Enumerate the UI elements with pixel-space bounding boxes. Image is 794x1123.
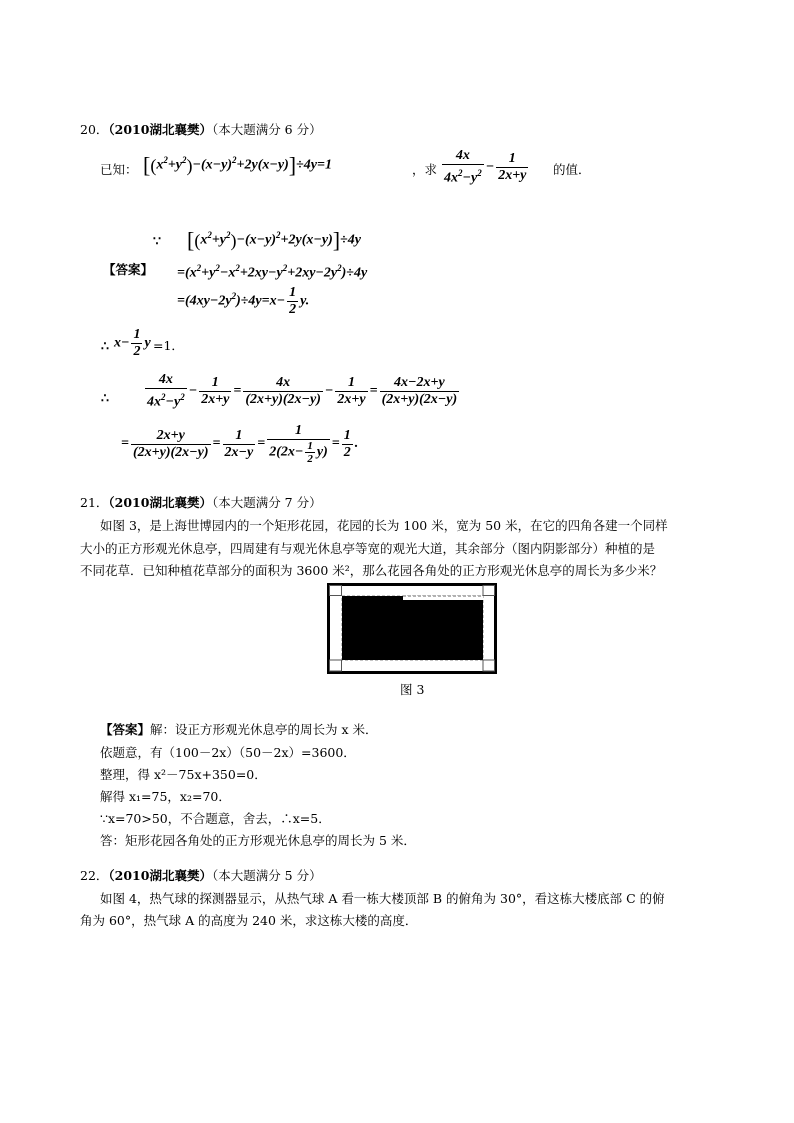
a21-line-5: ∵x=70>50，不合题意，舍去，∴x=5．	[100, 811, 331, 826]
q20-prefix: 已知：	[100, 162, 138, 177]
a21-line-4: 解得 x₁=75，x₂=70．	[100, 789, 231, 804]
q22-text-line-2: 角为 60°，热气球 A 的高度为 240 米，求这栋大楼的高度．	[80, 913, 418, 928]
a20-step2: $=(x^2+y^2-x^2+2xy-y^2+2xy-2y^2)\div 4y$	[177, 263, 368, 281]
a20-step5: = $\frac{2x+y}{(2x+y)(2x-y)}$ = $\frac{1}{2x-y}$ = 1 2(2x− $\frac{1}{2}$ y) = $\frac{1}{2}$ .	[121, 423, 359, 465]
a20-therefore1: ∴	[101, 338, 109, 353]
a21-line-3: 整理，得 x²－75x+350=0．	[100, 767, 267, 782]
a20-step1: $[(x^2+y^2)-(x-y)^2+2y(x-y)]\div 4y$	[187, 227, 361, 253]
q20-source: （2010湖北襄樊）	[108, 122, 212, 137]
q21-header	[80, 495, 322, 511]
q22-number: 22．	[80, 868, 109, 883]
a20-conclusion-rhs: =1．	[153, 338, 184, 353]
q20-header	[80, 122, 322, 138]
a20-therefore2: ∴	[101, 390, 109, 405]
q21-score: （本大题满分 7 分）	[211, 495, 322, 510]
a20-because: ∵	[153, 233, 161, 248]
q21-text-line-1: 如图 3，是上海世博园内的一个矩形花园，花园的长为 100 米，宽为 50 米，在它的四角各建一个同样	[100, 518, 668, 533]
figure-3-caption: 图 3	[400, 682, 425, 697]
q22-text-line-1: 如图 4，热气球的探测器显示，从热气球 A 看一栋大楼顶部 B 的俯角为 30°，看这栋大楼底部 C 的俯	[100, 891, 665, 906]
q20-tail: 的值．	[553, 162, 591, 177]
a20-answer-label: 【答案】	[103, 262, 154, 277]
q20-score: （本大题满分 6 分）	[211, 122, 322, 137]
a21-line-2: 依题意，有（100－2x）（50－2x）=3600．	[100, 745, 356, 760]
a21-line-6: 答：矩形花园各角处的正方形观光休息亭的周长为 5 米．	[100, 833, 416, 848]
q20-number: 20．	[80, 122, 109, 137]
garden-figure	[327, 583, 497, 674]
a21-solution-start: 解：设正方形观光休息亭的周长为 x 米．	[150, 722, 378, 737]
q21-source: （2010湖北襄樊）	[108, 495, 212, 510]
a21-answer-label: 【答案】	[100, 722, 151, 737]
q22-source: （2010湖北襄樊）	[108, 868, 212, 883]
garden-notch	[403, 596, 483, 600]
q20-ask: ，求	[412, 162, 438, 177]
a20-step3: $=(4xy-2y^2)\div 4y=x-$ $\frac{1}{2}$ y.	[177, 285, 310, 317]
a20-step4: $\frac{4x}{4x^2-y^2}$ − $\frac{1}{2x+y}$ = $\frac{4x}{(2x+y)(2x-y)}$ − $\frac{1}{2x+y}$ = $\frac{4x-2x+y}{(2x+y)(2x-y)}$	[147, 372, 458, 410]
q21-text-line-3: 不同花草．已知种植花草部分的面积为 3600 米²，那么花园各角处的正方形观光休息亭的周长为多少米？	[80, 563, 663, 578]
q21-text-line-2: 大小的正方形观光休息亭，四周建有与观光休息亭等宽的观光大道，其余部分（图内阴影部分）种植的是	[80, 541, 656, 556]
a20-conclusion-lhs: x− $\frac{1}{2}$ y	[114, 327, 151, 359]
q22-header	[80, 868, 322, 884]
q21-number: 21．	[80, 495, 109, 510]
q20-given-expression: $[(x^2+y^2)-(x-y)^2+2y(x-y)]\div 4y=1$	[143, 152, 332, 178]
garden-shaded-area	[342, 596, 483, 660]
a21-line-1	[100, 722, 378, 738]
q22-score: （本大题满分 5 分）	[211, 868, 322, 883]
q20-target-expression: $\frac{4x}{4x^2-y^2}$ − $\frac{1}{2x+y}$	[444, 148, 527, 186]
